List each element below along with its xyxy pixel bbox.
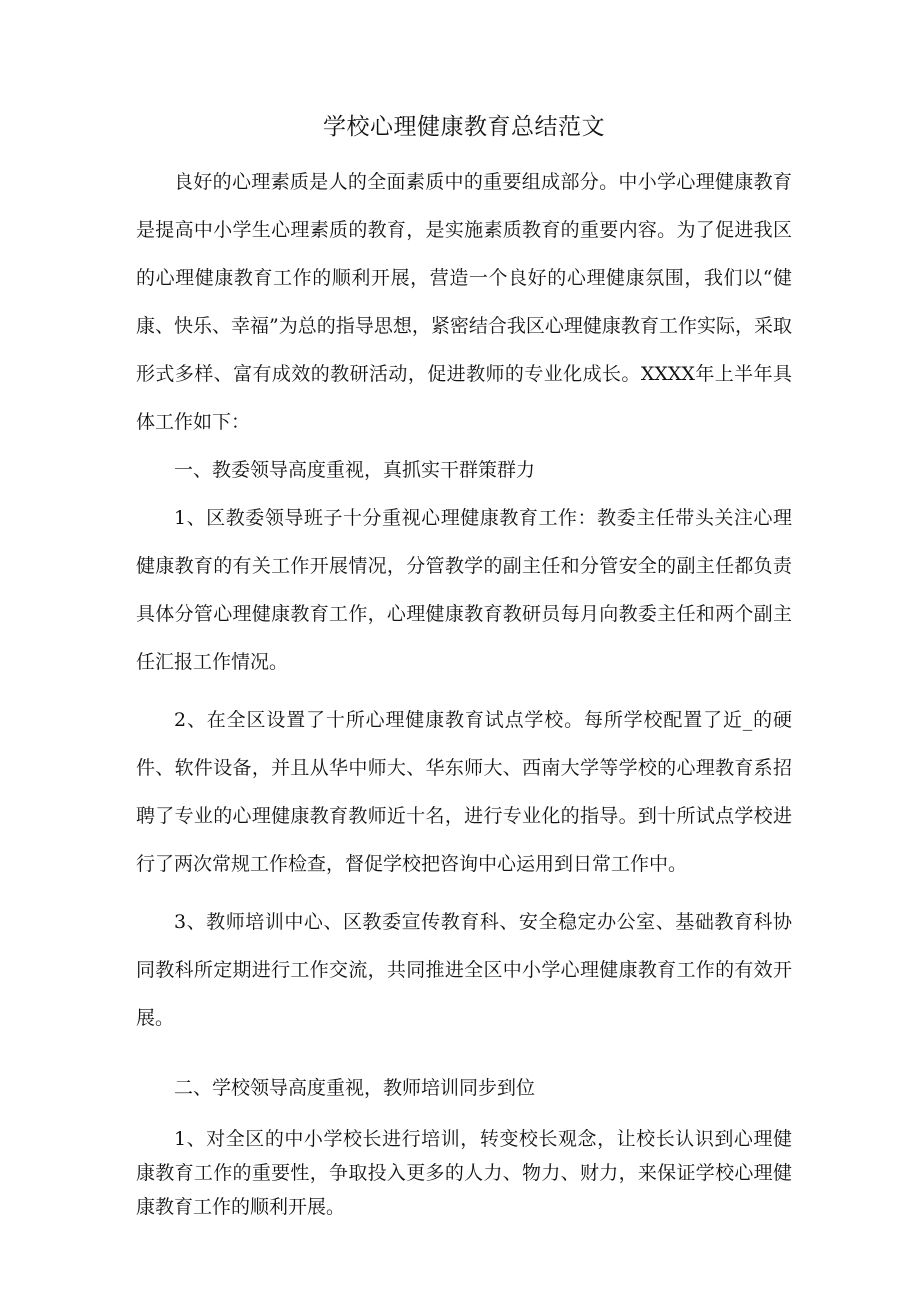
section-heading-1: 一、教委领导高度重视，真抓实干群策群力 bbox=[174, 459, 536, 481]
intro-paragraph: 良好的心理素质是人的全面素质中的重要组成部分。中小学心理健康教育是提高中小学生心理素质的教育，是实施素质教育的重要内容。为了促进我区的心理健康教育工作的顺利开展，营造一个良好的心理健康氛围，我们以“健康、快乐、幸福”为总的指导思想，紧密结合我区心理健康教育工作实际，采取形式多样、富有成效的教研活动，促进教师的专业化成长。XXXX年上半年具体工作如下： bbox=[136, 171, 792, 433]
paragraph-2-1: 1、对全区的中小学校长进行培训，转变校长观念，让校长认识到心理健康教育工作的重要性，争取投入更多的人力、物力、财力，来保证学校心理健康教育工作的顺利开展。 bbox=[136, 1128, 792, 1218]
paragraph-1-3: 3、教师培训中心、区教委宣传教育科、安全稳定办公室、基础教育科协同教科所定期进行工作交流，共同推进全区中小学心理健康教育工作的有效开展。 bbox=[136, 911, 792, 1029]
paragraph-1-1: 1、区教委领导班子十分重视心理健康教育工作：教委主任带头关注心理健康教育的有关工作开展情况，分管教学的副主任和分管安全的副主任都负责具体分管心理健康教育工作，心理健康教育教研员每月向教委主任和两个副主任汇报工作情况。 bbox=[136, 507, 792, 673]
document-page bbox=[136, 110, 792, 1224]
paragraph-1-2: 2、在全区设置了十所心理健康教育试点学校。每所学校配置了近_的硬件、软件设备，并且从华中师大、华东师大、西南大学等学校的心理教育系招聘了专业的心理健康教育教师近十名，进行专业化的指导。到十所试点学校进行了两次常规工作检查，督促学校把咨询中心运用到日常工作中。 bbox=[136, 709, 792, 875]
document-title: 学校心理健康教育总结范文 bbox=[323, 114, 605, 140]
section-heading-2: 二、学校领导高度重视，教师培训同步到位 bbox=[174, 1077, 536, 1099]
